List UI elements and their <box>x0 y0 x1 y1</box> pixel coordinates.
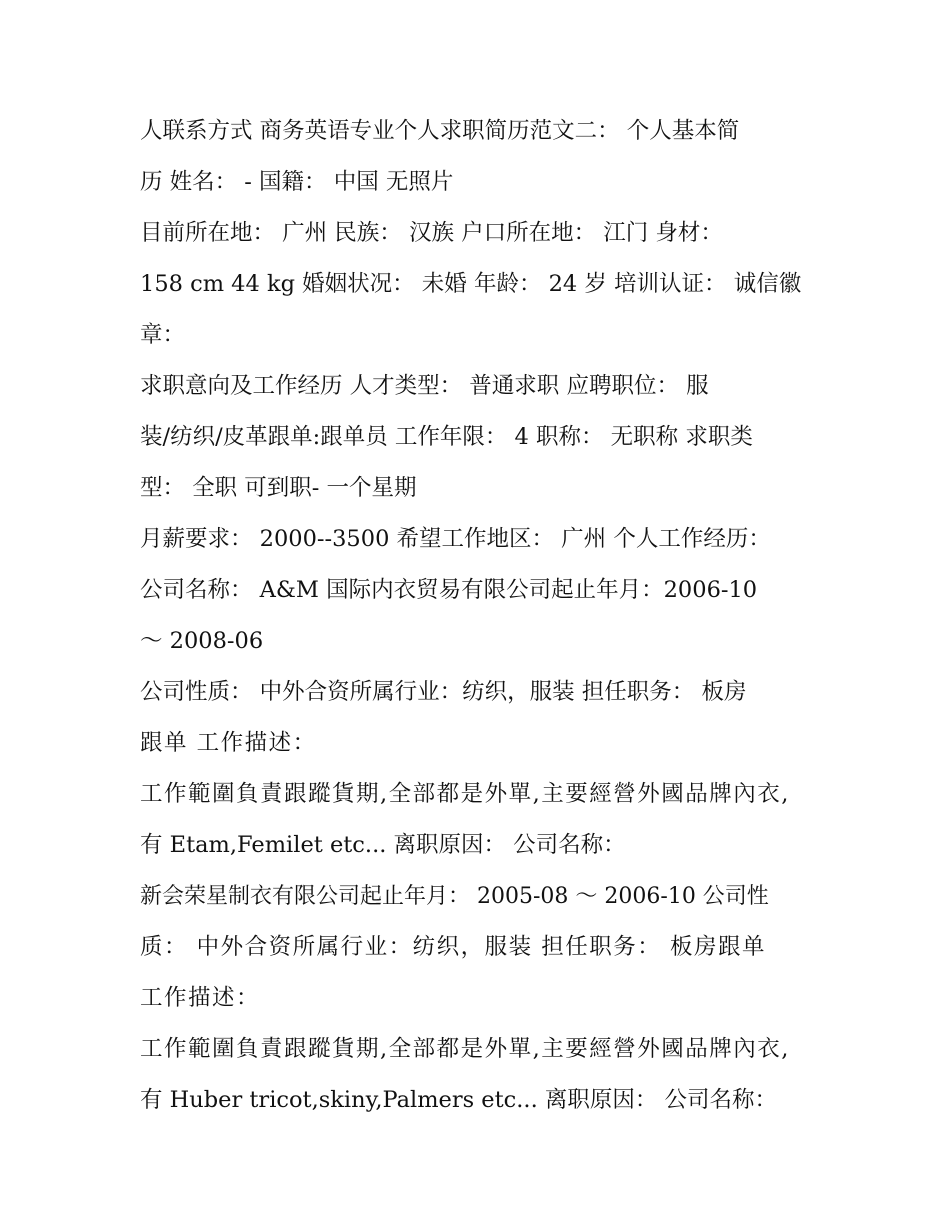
text-line: 历 姓名： - 国籍： 中国 无照片 <box>140 169 454 195</box>
text-line: ～ 2008-06 <box>140 628 264 654</box>
text-line: 人联系方式 商务英语专业个人求职简历范文二： 个人基本简 <box>140 118 740 144</box>
text-line: 工作範圍負責跟蹤貨期,全部都是外單,主要經營外國品牌內衣, <box>140 781 790 807</box>
text-line: 公司名称： A&M 国际内衣贸易有限公司起止年月：2006-10 <box>140 577 758 603</box>
text-line: 有 Etam,Femilet etc... 离职原因： 公司名称： <box>140 832 626 858</box>
text-line: 跟单 工作描述： <box>140 730 317 756</box>
text-line: 章： <box>140 322 186 348</box>
text-line: 质： 中外合资所属行业：纺织，服装 担任职务： 板房跟单 <box>140 934 766 960</box>
text-line: 工作描述： <box>140 985 261 1011</box>
text-line: 月薪要求： 2000--3500 希望工作地区： 广州 个人工作经历： <box>140 526 771 552</box>
text-line: 工作範圍負責跟蹤貨期,全部都是外單,主要經營外國品牌內衣, <box>140 1036 790 1062</box>
text-line: 公司性质： 中外合资所属行业：纺织，服装 担任职务： 板房 <box>140 679 747 705</box>
text-line: 新会荣星制衣有限公司起止年月： 2005-08 ～ 2006-10 公司性 <box>140 884 769 909</box>
text-line: 装/纺织/皮革跟单:跟单员 工作年限： 4 职称： 无职称 求职类 <box>140 424 753 450</box>
document-body <box>140 106 820 1126</box>
text-line: 158 cm 44 kg 婚姻状况： 未婚 年龄： 24 岁 培训认证： 诚信徽 <box>140 271 802 297</box>
text-line: 型： 全职 可到职- 一个星期 <box>140 475 417 501</box>
text-line: 求职意向及工作经历 人才类型： 普通求职 应聘职位： 服 <box>140 373 709 399</box>
text-line: 有 Huber tricot,skiny,Palmers etc... 离职原因： 公司名称： <box>140 1087 778 1113</box>
text-line: 目前所在地： 广州 民族： 汉族 户口所在地： 江门 身材： <box>140 220 723 246</box>
